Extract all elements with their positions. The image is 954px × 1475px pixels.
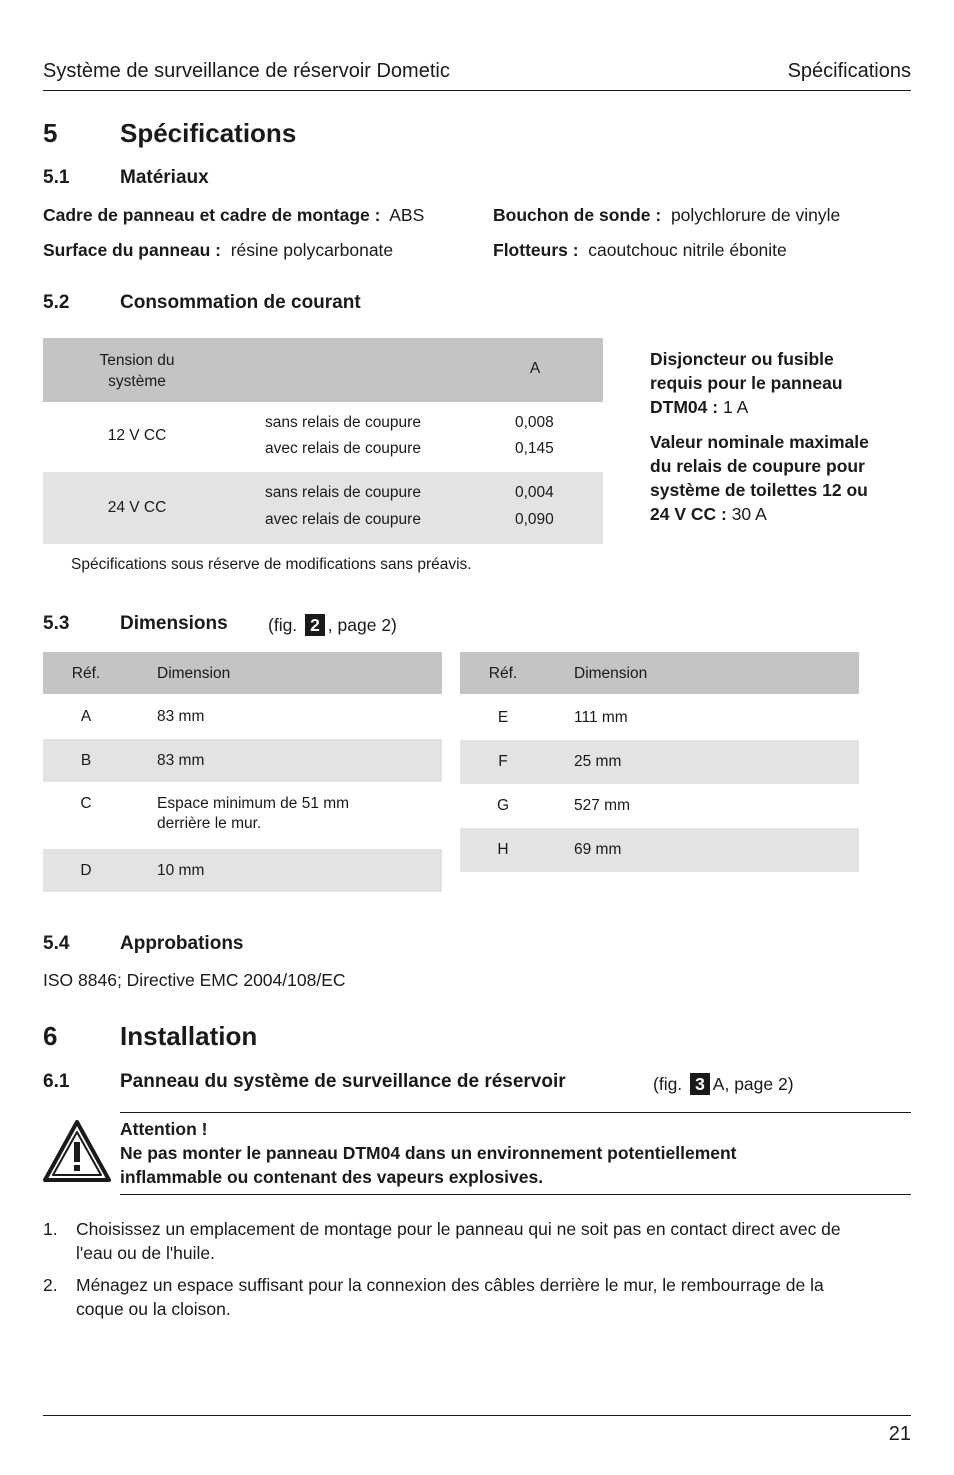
section-6-heading: 6 Installation	[43, 1021, 258, 1051]
table-row: C Espace minimum de 51 mm derrière le mur.	[80, 795, 350, 832]
section-6-1-heading: 6.1 Panneau du système de surveillance de réservoir	[43, 1071, 566, 1092]
footer-rule	[43, 1415, 911, 1416]
warning-triangle-icon	[43, 1120, 111, 1182]
table-row: G 527 mm	[496, 797, 630, 814]
fuse-requirement-note: Disjoncteur ou fusible requis pour le panneau DTM04 : 1 A	[650, 349, 843, 417]
dimensions-fig-ref: (fig. 2 , page 2)	[268, 615, 397, 635]
relay-rating-note: Valeur nominale maximale du relais de coupure pour système de toilettes 12 ou 24 V CC : 30 A	[650, 432, 869, 524]
attention-top-rule	[120, 1112, 911, 1113]
header-voltage: Tension du système	[99, 352, 175, 390]
list-item: 1. Choisissez un emplacement de montage pour le panneau qui ne soit pas en contact direct avec de l'eau ou de l'huile.	[43, 1219, 841, 1263]
section-5-1-heading: 5.1 Matériaux	[43, 167, 209, 188]
attention-notice: Attention ! Ne pas monter le panneau DTM04 dans un environnement potentiellement inflammable ou contenant des vapeurs explosives.	[120, 1119, 737, 1187]
material-frame: Cadre de panneau et cadre de montage : ABS	[43, 205, 425, 225]
material-floats: Flotteurs : caoutchouc nitrile ébonite	[493, 240, 787, 260]
header-ampere: A	[529, 360, 541, 377]
table-row: E 111 mm	[497, 709, 628, 726]
section-5-2-heading: 5.2 Consommation de courant	[43, 292, 361, 313]
table-row: 12 V CC sans relais de coupure avec relais de coupure 0,008 0,145	[107, 414, 554, 457]
section-5-4-heading: 5.4 Approbations	[43, 933, 244, 954]
figure-number-badge: 2	[305, 614, 325, 636]
header-rule	[43, 90, 911, 91]
attention-bottom-rule	[120, 1194, 911, 1195]
list-item: 2. Ménagez un espace suffisant pour la connexion des câbles derrière le mur, le rembourrage de la coque ou la cloison.	[43, 1275, 824, 1319]
dimensions-table-right	[460, 652, 859, 872]
table-header-row: Réf. Dimension	[43, 652, 442, 694]
installation-fig-ref: (fig. 3 A, page 2)	[653, 1074, 794, 1094]
table-row: B 83 mm	[43, 739, 442, 782]
page-number: 21	[888, 1423, 911, 1445]
table-row: F 25 mm	[460, 740, 859, 784]
material-probe-cap: Bouchon de sonde : polychlorure de vinyle	[493, 205, 841, 225]
table-header-row: Réf. Dimension	[460, 652, 859, 694]
dimensions-table-left	[43, 652, 442, 892]
running-header-section: Spécifications	[787, 60, 911, 82]
figure-number-badge: 3	[690, 1073, 710, 1095]
approvals-text: ISO 8846; Directive EMC 2004/108/EC	[43, 970, 346, 990]
section-5-heading: 5 Spécifications	[43, 118, 297, 148]
table-row: A 83 mm	[80, 708, 205, 725]
current-consumption-table	[43, 338, 603, 544]
material-surface: Surface du panneau : résine polycarbonate	[43, 240, 394, 260]
table-row: D 10 mm	[43, 849, 442, 892]
table-header-row	[43, 338, 603, 402]
table-row: H 69 mm	[460, 828, 859, 872]
running-header-title: Système de surveillance de réservoir Dometic	[43, 60, 450, 82]
specs-change-note: Spécifications sous réserve de modifications sans préavis.	[71, 556, 472, 573]
section-5-3-heading: 5.3 Dimensions	[43, 613, 228, 634]
table-row: 24 V CC sans relais de coupure avec relais de coupure 0,004 0,090	[43, 472, 603, 544]
